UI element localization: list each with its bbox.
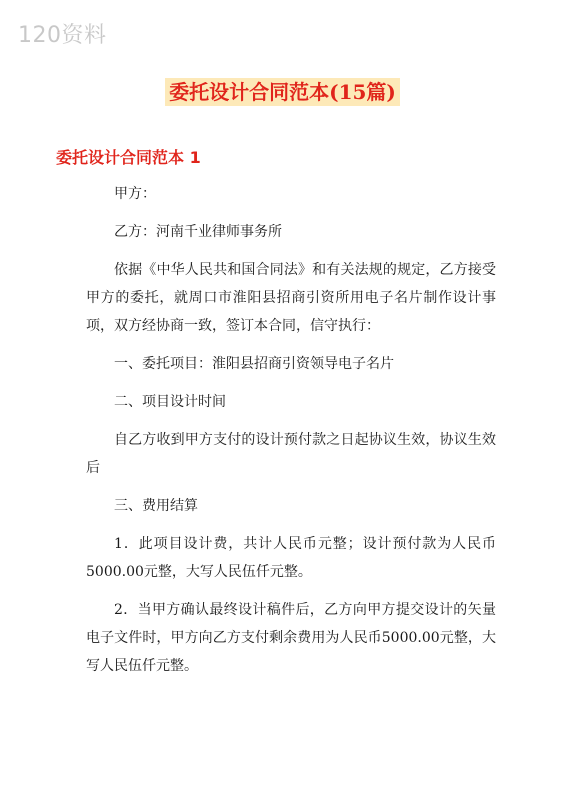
section-heading: 委托设计合同范本 1: [56, 148, 201, 167]
preamble-paragraph: 依据《中华人民共和国合同法》和有关法规的规定，乙方接受甲方的委托，就周口市淮阳县招商引资所用电子名片制作设计事项，双方经协商一致，签订本合同，信守执行：: [86, 262, 496, 334]
document-body: [86, 180, 496, 690]
document-title-container: [0, 78, 565, 106]
party-a-line: 甲方：: [114, 186, 156, 202]
clause-1-project: 一、委托项目：淮阳县招商引资领导电子名片: [114, 356, 394, 372]
clause-3-item-1: 1．此项目设计费，共计人民币元整；设计预付款为人民币5000.00元整，大写人民伍仟元整。: [86, 536, 496, 580]
clause-2-body: 自乙方收到甲方支付的设计预付款之日起协议生效，协议生效后: [86, 432, 496, 476]
document-title: 委托设计合同范本(15篇): [165, 78, 400, 106]
watermark: 120资料: [18, 23, 107, 48]
clause-3-heading: 三、费用结算: [114, 498, 198, 514]
clause-2-heading: 二、项目设计时间: [114, 394, 226, 410]
party-b-line: 乙方：河南千业律师事务所: [114, 224, 282, 240]
clause-3-item-2: 2．当甲方确认最终设计稿件后，乙方向甲方提交设计的矢量电子文件时，甲方向乙方支付剩余费用为人民币5000.00元整，大写人民伍仟元整。: [86, 602, 496, 674]
